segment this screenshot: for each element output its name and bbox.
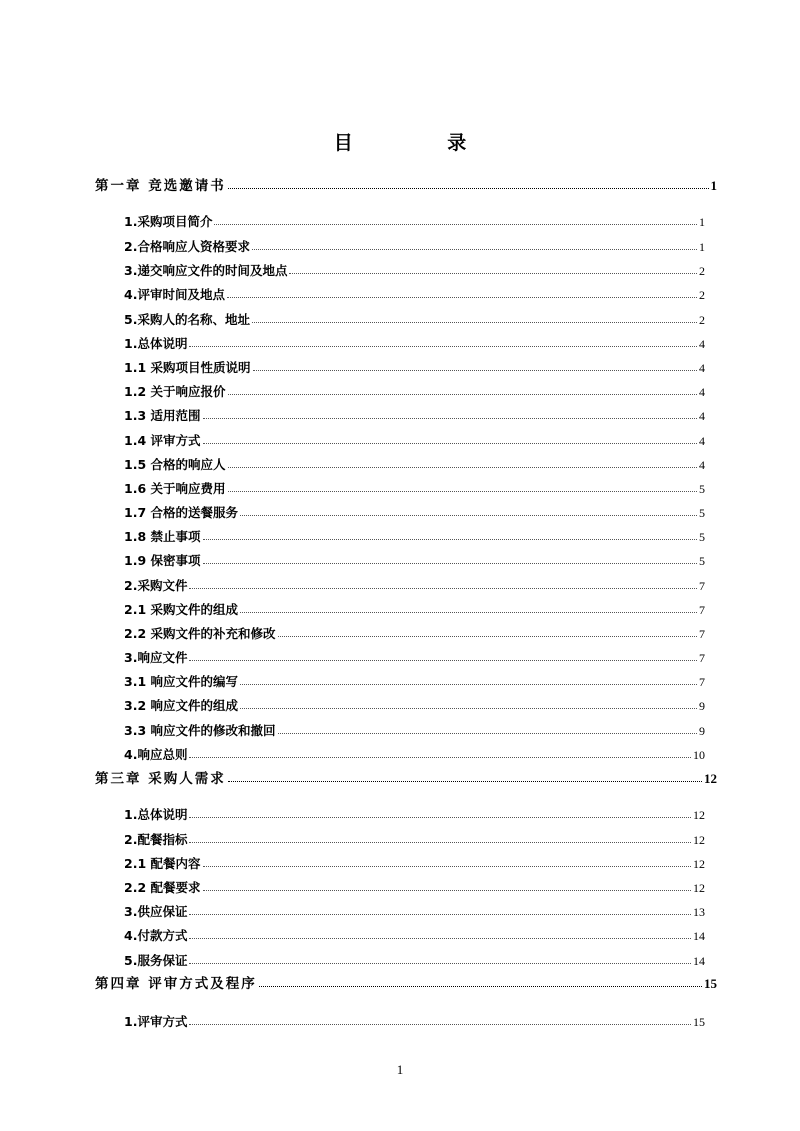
toc-entry-label: 3.供应保证 — [124, 904, 188, 919]
toc-entry-label: 3.响应文件 — [124, 650, 188, 665]
toc-entry[interactable] — [124, 549, 705, 569]
toc-entry-label: 1.7 合格的送餐服务 — [124, 505, 238, 520]
dot-leader — [228, 467, 698, 468]
toc-entry[interactable] — [124, 259, 705, 279]
toc-entry-label: 2.采购文件 — [124, 578, 188, 593]
toc-entry-page: 1 — [699, 215, 705, 229]
dot-leader — [278, 733, 698, 734]
toc-entry[interactable] — [124, 1010, 705, 1030]
toc-chapter-page: 15 — [704, 976, 717, 991]
dot-leader — [228, 188, 709, 189]
toc-entry[interactable] — [124, 949, 705, 969]
toc-entry-page: 2 — [699, 288, 705, 302]
toc-entry-label: 1.9 保密事项 — [124, 553, 201, 568]
page-title: 目 录 — [333, 132, 511, 154]
toc-entry-label: 1.3 适用范围 — [124, 408, 201, 423]
toc-entry[interactable] — [124, 356, 705, 376]
toc-entry-label: 4.付款方式 — [124, 928, 188, 943]
toc-entry-page: 4 — [699, 337, 705, 351]
toc-entry-label: 3.1 响应文件的编写 — [124, 674, 238, 689]
dot-leader — [189, 842, 691, 843]
toc-entry[interactable] — [124, 380, 705, 400]
toc-entry-label: 4.评审时间及地点 — [124, 287, 225, 302]
toc-entry-page: 5 — [699, 554, 705, 568]
toc-entry[interactable] — [124, 453, 705, 473]
toc-entry-label: 1.6 关于响应费用 — [124, 481, 226, 496]
toc-entry[interactable] — [124, 501, 705, 521]
toc-entry-label: 2.合格响应人资格要求 — [124, 239, 250, 254]
toc-entry-label: 1.4 评审方式 — [124, 433, 201, 448]
toc-entry[interactable] — [124, 574, 705, 594]
toc-entry[interactable] — [124, 852, 705, 872]
dot-leader — [252, 322, 697, 323]
toc-entry-label: 4.响应总则 — [124, 747, 188, 762]
toc-entry[interactable] — [124, 332, 705, 352]
toc-entry-label: 1.总体说明 — [124, 336, 188, 351]
toc-entry[interactable] — [124, 719, 705, 739]
toc-entry-label: 3.3 响应文件的修改和撤回 — [124, 723, 276, 738]
toc-entry-label: 1.1 采购项目性质说明 — [124, 360, 251, 375]
toc-entry-label: 2.2 采购文件的补充和修改 — [124, 626, 276, 641]
toc-entry[interactable] — [124, 694, 705, 714]
dot-leader — [227, 297, 697, 298]
dot-leader — [240, 612, 697, 613]
dot-leader — [189, 963, 691, 964]
toc-entry-label: 1.5 合格的响应人 — [124, 457, 226, 472]
toc-entry-page: 7 — [699, 603, 705, 617]
toc-chapter-label: 第四章 评审方式及程序 — [95, 976, 257, 992]
toc-entry-page: 4 — [699, 434, 705, 448]
toc-entry[interactable] — [124, 646, 705, 666]
toc-entry[interactable] — [124, 622, 705, 642]
toc-entry-page: 12 — [693, 857, 705, 871]
toc-entry-label: 5.采购人的名称、地址 — [124, 312, 250, 327]
toc-entry-page: 14 — [693, 954, 705, 968]
toc-entry-label: 3.递交响应文件的时间及地点 — [124, 263, 288, 278]
toc-entry-label: 3.2 响应文件的组成 — [124, 698, 238, 713]
toc-entry[interactable] — [124, 283, 705, 303]
toc-entry[interactable] — [124, 404, 705, 424]
toc-entry[interactable] — [124, 210, 705, 230]
dot-leader — [189, 938, 691, 939]
toc-entry-label: 2.1 采购文件的组成 — [124, 602, 238, 617]
toc-entry-page: 4 — [699, 361, 705, 375]
toc-entry[interactable] — [124, 803, 705, 823]
toc-entry-page: 5 — [699, 482, 705, 496]
toc-entry-page: 12 — [693, 808, 705, 822]
dot-leader — [289, 273, 697, 274]
toc-entry-page: 7 — [699, 627, 705, 641]
toc-entry[interactable] — [124, 876, 705, 896]
toc-entry-page: 5 — [699, 530, 705, 544]
toc-entry[interactable] — [124, 308, 705, 328]
dot-leader — [203, 866, 692, 867]
toc-entry-label: 2.2 配餐要求 — [124, 880, 201, 895]
toc-entry-page: 4 — [699, 385, 705, 399]
toc-entry-page: 12 — [693, 881, 705, 895]
toc-chapter-page: 12 — [704, 771, 717, 786]
toc-entry-label: 1.2 关于响应报价 — [124, 384, 226, 399]
dot-leader — [203, 443, 698, 444]
dot-leader — [259, 986, 702, 987]
toc-entry-page: 12 — [693, 833, 705, 847]
dot-leader — [278, 636, 698, 637]
toc-chapter-label: 第三章 采购人需求 — [95, 771, 226, 787]
toc-chapter-4[interactable] — [95, 972, 717, 992]
toc-entry-page: 1 — [699, 240, 705, 254]
toc-entry[interactable] — [124, 429, 705, 449]
dot-leader — [203, 539, 698, 540]
toc-entry-page: 9 — [699, 699, 705, 713]
toc-entry[interactable] — [124, 235, 705, 255]
toc-entry-label: 2.配餐指标 — [124, 832, 188, 847]
dot-leader — [189, 588, 697, 589]
toc-entry-page: 13 — [693, 905, 705, 919]
toc-entry[interactable] — [124, 743, 705, 763]
toc-entry[interactable] — [124, 670, 705, 690]
toc-entry-label: 1.8 禁止事项 — [124, 529, 201, 544]
dot-leader — [253, 370, 698, 371]
toc-entry-page: 7 — [699, 579, 705, 593]
page-number: 1 — [396, 1062, 404, 1077]
dot-leader — [203, 563, 698, 564]
toc-entry[interactable] — [124, 598, 705, 618]
toc-entry-label: 1.评审方式 — [124, 1014, 188, 1029]
toc-entry-page: 7 — [699, 675, 705, 689]
dot-leader — [203, 418, 698, 419]
dot-leader — [240, 684, 697, 685]
toc-entry[interactable] — [124, 525, 705, 545]
toc-chapter-3[interactable] — [95, 767, 717, 787]
dot-leader — [189, 346, 697, 347]
dot-leader — [228, 394, 698, 395]
toc-chapter-label: 第一章 竞选邀请书 — [95, 178, 226, 194]
toc-entry[interactable] — [124, 924, 705, 944]
dot-leader — [240, 515, 697, 516]
dot-leader — [228, 491, 698, 492]
toc-entry[interactable] — [124, 828, 705, 848]
toc-entry[interactable] — [124, 900, 705, 920]
toc-entry-page: 4 — [699, 409, 705, 423]
toc-entry-label: 1.采购项目简介 — [124, 214, 213, 229]
toc-chapter-1[interactable] — [95, 174, 717, 194]
toc-entry-label: 5.服务保证 — [124, 953, 188, 968]
toc-chapter-page: 1 — [710, 178, 717, 193]
dot-leader — [252, 249, 697, 250]
toc-entry-label: 2.1 配餐内容 — [124, 856, 201, 871]
dot-leader — [189, 914, 691, 915]
toc-entry-page: 7 — [699, 651, 705, 665]
dot-leader — [189, 1024, 691, 1025]
dot-leader — [228, 781, 702, 782]
toc-entry-page: 4 — [699, 458, 705, 472]
dot-leader — [214, 224, 697, 225]
toc-entry-page: 9 — [699, 724, 705, 738]
toc-entry-page: 10 — [693, 748, 705, 762]
dot-leader — [240, 708, 697, 709]
toc-entry-page: 14 — [693, 929, 705, 943]
toc-entry-label: 1.总体说明 — [124, 807, 188, 822]
dot-leader — [189, 817, 691, 818]
toc-entry-page: 15 — [693, 1015, 705, 1029]
dot-leader — [189, 757, 691, 758]
dot-leader — [203, 890, 692, 891]
toc-entry-page: 2 — [699, 313, 705, 327]
toc-entry-page: 5 — [699, 506, 705, 520]
toc-entry[interactable] — [124, 477, 705, 497]
toc-entry-page: 2 — [699, 264, 705, 278]
dot-leader — [189, 660, 697, 661]
